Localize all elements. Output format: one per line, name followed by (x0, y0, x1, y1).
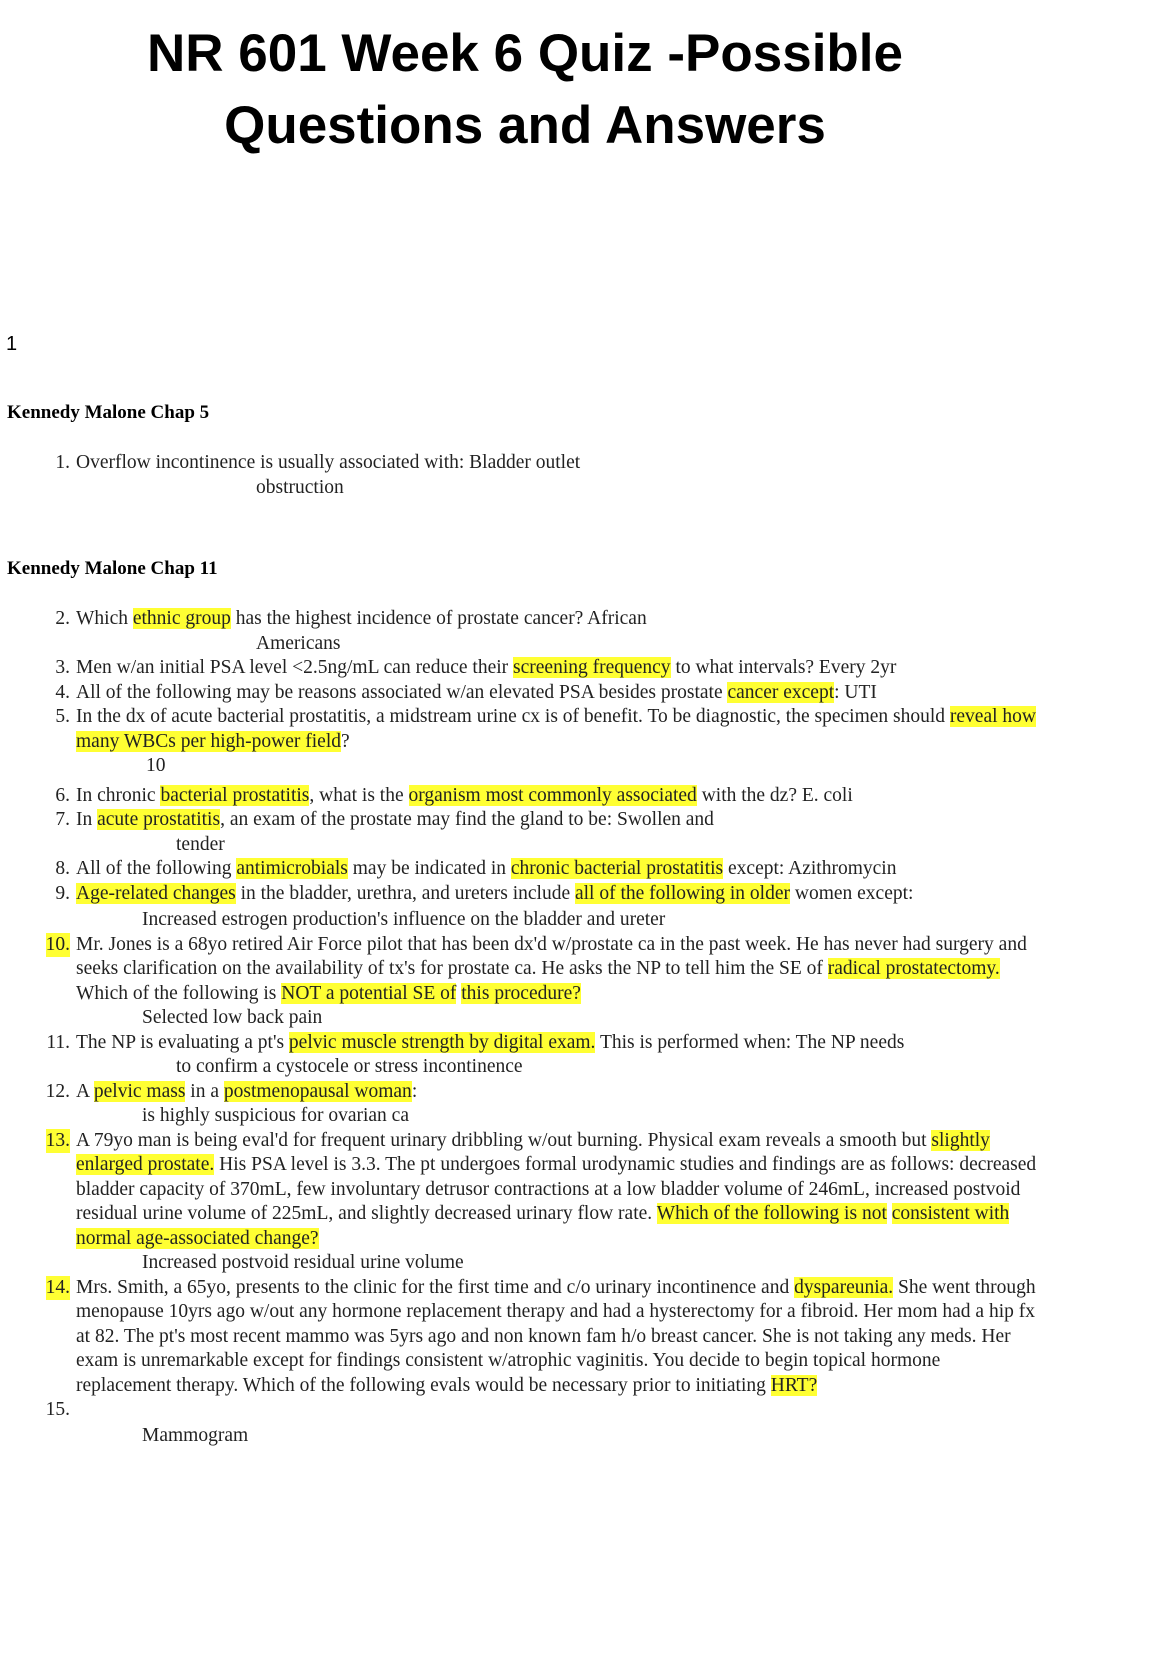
answer-text: tender (176, 833, 225, 855)
question-number: 3. (55, 657, 70, 678)
highlight-mark: HRT? (770, 1374, 818, 1396)
highlight-mark: this procedure? (461, 982, 581, 1004)
question-text: His PSA level is 3.3. The pt undergoes formal urodynamic studies and findings are as follows: decreased bladder capacity of 370mL, few involuntary detrusor contractions at a low bladder volume of 246mL, increased postvoid residual urine volume of 225mL, and slightly decreased urinary flow rate. (76, 1154, 1037, 1224)
question-text: In (76, 809, 98, 830)
question-7 (0, 808, 1158, 857)
question-13 (0, 1129, 1158, 1276)
question-3 (0, 656, 1158, 681)
highlight-mark: dyspareunia. (794, 1276, 894, 1298)
answer-text: is highly suspicious for ovarian ca (142, 1105, 409, 1126)
highlight-mark: pelvic muscle strength by digital exam. (288, 1031, 596, 1053)
question-text: All of the following may be reasons associated w/an elevated PSA besides prostate (76, 681, 728, 703)
question-list-chap-5 (0, 451, 1158, 500)
question-text: to what intervals? Every 2yr (670, 657, 897, 678)
question-number: 12. (45, 1080, 70, 1102)
highlight-mark: cancer except (727, 681, 835, 703)
question-text: Mr. Jones is a 68yo retired Air Force pilot that has been dx'd w/prostate ca in the past week. He has never had surgery and seeks clarification on the availability of tx's for prostate ca. He asks the NP to tell him the SE of (76, 933, 1027, 979)
answer-text: Selected low back pain (142, 1007, 323, 1028)
question-4 (0, 681, 1158, 706)
highlight-mark: all of the following in older (574, 882, 790, 904)
question-number: 14. (46, 1276, 70, 1301)
question-text: Overflow incontinence is usually associated with: Bladder outlet (76, 452, 581, 473)
question-1 (0, 451, 1158, 500)
question-text: , an exam of the prostate may find the gland to be: Swollen and (220, 809, 714, 830)
highlight-mark: postmenopausal woman (223, 1080, 412, 1102)
document-title (0, 18, 1050, 162)
question-text: Men w/an initial PSA level <2.5ng/mL can reduce their (76, 657, 514, 678)
question-text: This is performed when: The NP needs (595, 1031, 905, 1053)
question-text: in the bladder, urethra, and ureters include (235, 882, 575, 904)
highlight-mark: Which of the following is not (656, 1203, 887, 1224)
question-number: 11. (46, 1031, 70, 1053)
highlight-mark: reveal how many WBCs per high-power field (76, 706, 1036, 752)
answer-text: 10 (146, 755, 166, 776)
highlight-mark: pelvic mass (93, 1080, 186, 1102)
question-text: She went through menopause 10yrs ago w/out any hormone replacement therapy and had a hysterectomy for a fibroid. Her mom had a hip fx at 82. The pt's most recent mammo was 5yrs ago and non known fam h/o breast cancer. She is not taking any meds. Her exam is unremarkable except for findings consistent w/atrophic vaginitis. You decide to begin topical hormone replacement therapy. Which of the following evals would be necessary prior to initiating (76, 1276, 1036, 1396)
question-text: Mrs. Smith, a 65yo, presents to the clinic for the first time and c/o urinary incontinence and (76, 1276, 795, 1298)
question-text: In chronic (76, 784, 161, 806)
question-9 (0, 882, 1158, 933)
question-15 (0, 1398, 1158, 1448)
question-number: 1. (55, 452, 70, 473)
question-number: 8. (55, 858, 70, 879)
question-text: with the dz? E. coli (696, 784, 853, 806)
question-text: in a (185, 1080, 224, 1102)
highlight-mark: screening frequency (513, 657, 671, 678)
highlight-mark: slightly enlarged prostate. (76, 1129, 990, 1175)
section-heading-chap-5: Kennedy Malone Chap 5 (7, 402, 210, 423)
question-12 (0, 1080, 1158, 1129)
question-text: except: Azithromycin (723, 858, 897, 879)
answer-text: Increased postvoid residual urine volume (142, 1252, 464, 1273)
title-line-2: Questions and Answers (224, 96, 826, 155)
question-text: Which of the following is (76, 982, 282, 1004)
question-text: A 79yo man is being eval'd for frequent urinary dribbling w/out burning. Physical exam reveals a smooth but (76, 1129, 932, 1151)
question-text: : UTI (834, 681, 877, 703)
question-text: In the dx of acute bacterial prostatitis, a midstream urine cx is of benefit. To be diagnostic, the specimen should (76, 706, 950, 727)
question-text: has the highest incidence of prostate cancer? African (230, 608, 647, 629)
answer-text: to confirm a cystocele or stress incontinence (176, 1056, 523, 1077)
question-2 (0, 607, 1158, 656)
title-line-1: NR 601 Week 6 Quiz -Possible (146, 24, 904, 83)
highlight-mark: ethnic group (132, 608, 231, 629)
question-number: 6. (55, 784, 70, 806)
question-number: 9. (55, 882, 70, 904)
highlight-mark: NOT a potential SE of (281, 982, 457, 1004)
answer-text: Mammogram (142, 1424, 249, 1446)
question-text: : (411, 1080, 418, 1102)
question-number: 10. (46, 933, 70, 958)
highlight-mark: Age-related changes (76, 882, 236, 904)
question-number: 15. (45, 1399, 70, 1420)
question-text: ? (341, 730, 350, 752)
question-text: Which (76, 608, 133, 629)
answer-text: Increased estrogen production's influence on the bladder and ureter (142, 909, 666, 930)
question-10 (0, 933, 1158, 1031)
answer-text: Americans (256, 632, 341, 654)
page-number: 1 (6, 333, 18, 355)
question-number: 13. (46, 1129, 70, 1154)
question-number: 4. (55, 681, 70, 703)
question-text: All of the following (76, 858, 237, 879)
highlight-mark: bacterial prostatitis (160, 784, 310, 806)
highlight-mark: consistent with normal age-associated change? (76, 1203, 1010, 1249)
question-6 (0, 784, 1158, 809)
question-8 (0, 857, 1158, 882)
answer-text: obstruction (256, 476, 344, 498)
question-list-chap-11 (0, 607, 1158, 1448)
highlight-mark: acute prostatitis (97, 809, 221, 830)
question-number: 5. (55, 706, 70, 727)
question-number: 2. (55, 608, 70, 629)
question-text: may be indicated in (347, 858, 511, 879)
highlight-mark: chronic bacterial prostatitis (510, 858, 724, 879)
question-text: , what is the (309, 784, 409, 806)
question-5 (0, 705, 1158, 779)
question-number: 7. (55, 809, 70, 830)
highlight-mark: antimicrobials (236, 858, 348, 879)
question-text: The NP is evaluating a pt's (76, 1031, 289, 1053)
highlight-mark: radical prostatectomy. (827, 958, 1000, 979)
question-11 (0, 1031, 1158, 1080)
highlight-mark: organism most commonly associated (408, 784, 697, 806)
question-text: women except: (789, 882, 914, 904)
section-heading-chap-11: Kennedy Malone Chap 11 (7, 558, 218, 579)
question-14 (0, 1276, 1158, 1399)
question-text: A (76, 1080, 94, 1102)
